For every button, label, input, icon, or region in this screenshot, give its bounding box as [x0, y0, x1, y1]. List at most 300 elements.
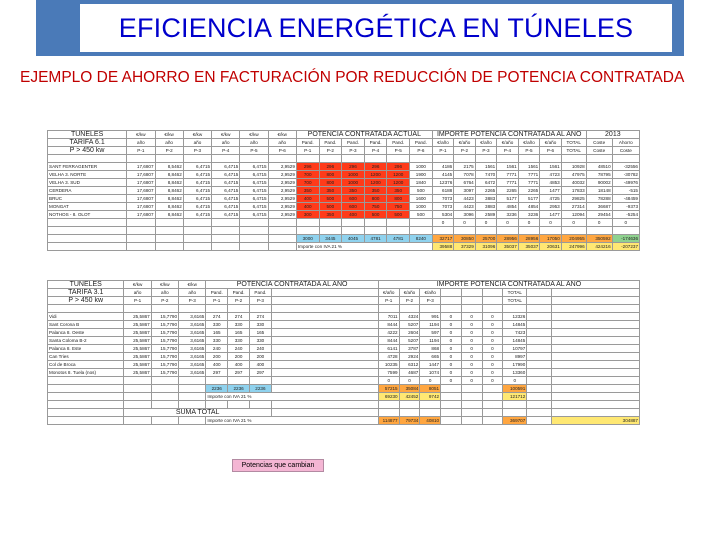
power-cell: 750: [364, 203, 387, 211]
power-cell: 350: [342, 187, 365, 195]
tunnel-name: BRUC: [48, 195, 127, 203]
header-cell: Pand.: [319, 139, 342, 147]
header-cell: P-4: [212, 147, 240, 155]
power-cell: 500: [410, 211, 433, 219]
price-cell: 8,8462: [155, 195, 183, 203]
header-cell: P-1: [206, 297, 228, 305]
power-cell: 1000: [342, 179, 365, 187]
cell: [155, 155, 183, 163]
price-cell: 3,6165: [179, 329, 206, 337]
price-cell: 6,4715: [240, 179, 268, 187]
cell: [475, 155, 497, 163]
cell: [271, 345, 378, 353]
sum-power-cell: 8240: [410, 235, 433, 243]
sum-total-cell: 100591: [503, 385, 527, 393]
table-row: [48, 187, 640, 195]
power-cell: 500: [319, 195, 342, 203]
price-cell: 8,5462: [155, 163, 183, 171]
sum-cost-cell: 32717: [432, 235, 454, 243]
cell: [48, 377, 124, 385]
header-cell: TOTAL: [503, 289, 527, 297]
cost-cell: 4725: [540, 195, 562, 203]
cell: [212, 155, 240, 163]
cell: [364, 227, 387, 235]
header-cell: Pand.: [228, 289, 250, 297]
power-cell: 600: [342, 195, 365, 203]
cost-cell: 3096: [454, 211, 476, 219]
cell: [552, 393, 640, 401]
spreadsheet-image: [47, 130, 640, 486]
ahorro-cell: -515: [612, 187, 639, 195]
cell: [249, 305, 271, 313]
cell: [151, 401, 178, 409]
cost-cell: 1477: [540, 211, 562, 219]
header-cell: TARIFA 3.1: [48, 289, 124, 297]
cost-cell: 7011: [378, 313, 399, 321]
zero-cell: 0: [441, 361, 462, 369]
tunnel-name: SANT FERRAGENTER: [48, 163, 127, 171]
power-cell: 1200: [364, 171, 387, 179]
sum-power-cell: 3445: [319, 235, 342, 243]
spacer-row: [48, 155, 640, 163]
cell: [461, 297, 482, 305]
cost-cell: 1561: [518, 163, 540, 171]
power-cell: 700: [296, 179, 319, 187]
power-cell: 800: [387, 195, 410, 203]
cell: [552, 305, 640, 313]
power-cell: 400: [296, 195, 319, 203]
suma-iva-row: [48, 417, 640, 425]
cell: [183, 219, 211, 227]
cell: [319, 155, 342, 163]
power-cell: 1200: [387, 179, 410, 187]
total-cell: 14845: [503, 321, 527, 329]
total-cell: 27314: [561, 203, 586, 211]
power-cell: 1600: [410, 195, 433, 203]
cell: [271, 297, 378, 305]
zero-cell: 0: [586, 219, 612, 227]
coste-cell: 29454: [586, 211, 612, 219]
suma-row: [48, 409, 640, 417]
cell: [271, 369, 378, 377]
zero-cell: 0: [461, 345, 482, 353]
cost-cell: 597: [420, 329, 441, 337]
power-cell: 240: [206, 345, 228, 353]
cell: [552, 321, 640, 329]
cell: [48, 401, 124, 409]
price-cell: 15,7790: [151, 337, 178, 345]
cell: [552, 337, 640, 345]
price-cell: 8,8462: [155, 211, 183, 219]
cell: [271, 289, 378, 297]
cell: [399, 409, 420, 417]
sum-cost-cell: 30850: [454, 235, 476, 243]
header-cell: P-2: [399, 297, 420, 305]
cost-cell: 4854: [497, 203, 519, 211]
cell: [268, 243, 296, 251]
price-cell: 17,6807: [127, 163, 155, 171]
header-cell: año: [155, 139, 183, 147]
header-cell: Coste: [586, 139, 612, 147]
header-cell: P-2: [151, 297, 178, 305]
cell: [586, 155, 612, 163]
cell: [552, 409, 640, 417]
cost-cell: 4723: [540, 171, 562, 179]
cost-cell: 8444: [378, 321, 399, 329]
price-cell: 6,4715: [212, 163, 240, 171]
zero-cell: 0: [441, 369, 462, 377]
iva-cost-cell: 35037: [497, 243, 519, 251]
price-cell: 17,6807: [127, 211, 155, 219]
cell: [268, 235, 296, 243]
price-cell: 17,6807: [127, 171, 155, 179]
price-cell: 6,4715: [183, 195, 211, 203]
table-row: [48, 313, 640, 321]
cell: [410, 219, 433, 227]
header-cell: €/año: [497, 139, 519, 147]
zero-cell: 0: [461, 353, 482, 361]
cell: [124, 393, 151, 401]
header-cell: P-1: [124, 297, 151, 305]
header-cell: €/año: [432, 139, 454, 147]
header-cell: P-4: [364, 147, 387, 155]
header-cell: P-3: [342, 147, 365, 155]
price-cell: 6,4715: [240, 203, 268, 211]
cell: [319, 219, 342, 227]
cost-cell: 6188: [432, 187, 454, 195]
header-cell: Coste: [612, 147, 639, 155]
header-cell: P-2: [155, 147, 183, 155]
table-row: [48, 361, 640, 369]
header-cell: €/kw: [183, 131, 211, 139]
cell: [527, 305, 552, 313]
suma-total-label: SUMA TOTAL: [124, 409, 271, 417]
header-cell: año: [268, 139, 296, 147]
price-cell: 6,4715: [212, 187, 240, 195]
zero-cell: 0: [432, 219, 454, 227]
iva-row: [48, 243, 640, 251]
cell: [527, 401, 552, 409]
cell: [482, 385, 503, 393]
zero-cell: 0: [461, 369, 482, 377]
cost-cell: 1477: [540, 187, 562, 195]
header-cell: P-6: [540, 147, 562, 155]
power-cell: 800: [319, 179, 342, 187]
power-cell: 1900: [410, 171, 433, 179]
cell: [364, 219, 387, 227]
price-cell: 15,7790: [151, 353, 178, 361]
zero-cell: 0: [441, 337, 462, 345]
zero-cell: 0: [420, 377, 441, 385]
header-cell: TOTAL: [561, 147, 586, 155]
cell: [48, 409, 124, 417]
header-cell: P-2: [319, 147, 342, 155]
cost-cell: 3097: [454, 187, 476, 195]
cell: [179, 385, 206, 393]
power-cell: 350: [319, 211, 342, 219]
table-row: [48, 171, 640, 179]
iva-label: Importe con IVA 21 %: [206, 393, 379, 401]
power-cell: 200: [249, 353, 271, 361]
price-cell: 2,9529: [268, 163, 296, 171]
cell: [342, 227, 365, 235]
cost-cell: 4728: [378, 353, 399, 361]
sum-power-cell: 4781: [364, 235, 387, 243]
total-cell: 40032: [561, 179, 586, 187]
cost-cell: 1194: [420, 321, 441, 329]
cost-cell: 2175: [454, 163, 476, 171]
iva-cost-cell: 39588: [432, 243, 454, 251]
zero-row: [48, 377, 640, 385]
header-cell: Pand.: [387, 139, 410, 147]
cell: [410, 227, 433, 235]
power-cell: 500: [319, 203, 342, 211]
cell: [124, 305, 151, 313]
cost-cell: 12376: [432, 179, 454, 187]
cell: [441, 401, 462, 409]
cost-cell: 3236: [518, 211, 540, 219]
power-cell: 1000: [410, 203, 433, 211]
suma-total-cell: 369707: [503, 417, 527, 425]
sum-total-cell: 204955: [561, 235, 586, 243]
cell: [552, 345, 640, 353]
cell: [240, 243, 268, 251]
cost-cell: 1074: [420, 369, 441, 377]
cost-cell: 5304: [432, 211, 454, 219]
cell: [527, 377, 552, 385]
price-cell: 8,8462: [155, 187, 183, 195]
power-cell: 300: [296, 211, 319, 219]
tunnel-name: Monotos 8. Tuela (nos): [48, 369, 124, 377]
cell: [151, 385, 178, 393]
header-cell: año: [151, 289, 178, 297]
cell: [482, 305, 503, 313]
header-row: [48, 297, 640, 305]
power-cell: 400: [342, 211, 365, 219]
coste-cell: 78795: [586, 171, 612, 179]
cell: [249, 377, 271, 385]
cell: [552, 289, 640, 297]
cell: [212, 227, 240, 235]
cell: [155, 227, 183, 235]
table-row: [48, 321, 640, 329]
cell: [206, 305, 228, 313]
price-cell: 25,5867: [124, 369, 151, 377]
cell: [552, 385, 640, 393]
header-cell: Pand.: [342, 139, 365, 147]
cell: [441, 409, 462, 417]
zero-cell: 0: [482, 345, 503, 353]
power-cell: 800: [319, 171, 342, 179]
ahorro-cell: -49976: [612, 179, 639, 187]
power-cell: 700: [296, 171, 319, 179]
price-cell: 6,4715: [240, 163, 268, 171]
cell: [271, 361, 378, 369]
cost-cell: 7771: [518, 179, 540, 187]
iva-label: Importe con IVA 21 %: [296, 243, 432, 251]
cost-cell: 6764: [454, 179, 476, 187]
total-cell: 12094: [561, 211, 586, 219]
title-box: [80, 4, 672, 52]
table-row: [48, 329, 640, 337]
header-row: [48, 139, 640, 147]
table-row: [48, 345, 640, 353]
zero-cell: 0: [482, 377, 503, 385]
cell: [441, 393, 462, 401]
cell: [48, 235, 127, 243]
cell: [212, 243, 240, 251]
header-row: [48, 147, 640, 155]
header-cell: P-3: [183, 147, 211, 155]
total-cell: 17990: [503, 361, 527, 369]
price-cell: 6,4715: [240, 187, 268, 195]
cost-cell: 3883: [475, 203, 497, 211]
cell: [387, 155, 410, 163]
cell: [461, 289, 482, 297]
cost-cell: 2265: [497, 187, 519, 195]
price-cell: 2,9529: [268, 203, 296, 211]
cell: [612, 227, 639, 235]
header-cell: P > 450 kw: [48, 147, 127, 155]
cell: [151, 305, 178, 313]
cost-cell: 7073: [432, 195, 454, 203]
coste-cell: 18148: [586, 187, 612, 195]
cost-cell: 4145: [432, 171, 454, 179]
power-cell: 400: [228, 361, 250, 369]
tunnel-name: Palanca 8. Este: [48, 345, 124, 353]
cell: [552, 369, 640, 377]
cell: [342, 155, 365, 163]
iva-cost-cell: 9742: [420, 393, 441, 401]
table-row: [48, 203, 640, 211]
cell: [240, 235, 268, 243]
zero-cell: 0: [503, 377, 527, 385]
cell: [212, 219, 240, 227]
cell: [206, 377, 228, 385]
price-cell: 6,4715: [240, 171, 268, 179]
zero-cell: 0: [612, 219, 639, 227]
cell: [552, 313, 640, 321]
header-cell: P-2: [454, 147, 476, 155]
price-cell: 3,6165: [179, 313, 206, 321]
cell: [240, 155, 268, 163]
cell: [179, 417, 206, 425]
price-cell: 6,4715: [212, 195, 240, 203]
price-cell: 2,9529: [268, 195, 296, 203]
cell: [527, 329, 552, 337]
zero-cell: 0: [441, 329, 462, 337]
cell: [296, 155, 319, 163]
price-cell: 25,5867: [124, 313, 151, 321]
cell: [127, 219, 155, 227]
header-cell: €/año: [540, 139, 562, 147]
cell: [612, 155, 639, 163]
cell: [482, 401, 503, 409]
cell: [552, 401, 640, 409]
cell: [364, 155, 387, 163]
power-cell: 1840: [410, 179, 433, 187]
sum-power-cell: 2236: [249, 385, 271, 393]
power-cell: 296: [387, 163, 410, 171]
tunnel-name: Sant Corona B: [48, 321, 124, 329]
header-cell: €/año: [475, 139, 497, 147]
power-cell: 330: [228, 337, 250, 345]
price-cell: 15,7790: [151, 369, 178, 377]
tunnel-name: Vidi: [48, 313, 124, 321]
cost-cell: 868: [420, 345, 441, 353]
total-cell: 17833: [561, 187, 586, 195]
price-cell: 15,7790: [151, 321, 178, 329]
price-cell: 6,4715: [212, 211, 240, 219]
price-cell: 2,9529: [268, 187, 296, 195]
cell: [527, 409, 552, 417]
cell: [127, 235, 155, 243]
cost-cell: 2924: [399, 353, 420, 361]
cost-cell: 7771: [518, 171, 540, 179]
cost-cell: 3787: [399, 345, 420, 353]
page-title: EFICIENCIA ENERGÉTICA EN TÚNELES: [118, 12, 634, 43]
sum-coste-cell: 350592: [586, 235, 612, 243]
cell: [183, 243, 211, 251]
price-cell: 25,5867: [124, 337, 151, 345]
zero-cell: 0: [454, 219, 476, 227]
tariff-61-table: [47, 130, 640, 251]
header-cell: TOTAL: [561, 139, 586, 147]
coste-cell: 78288: [586, 195, 612, 203]
ahorro-cell: -9373: [612, 203, 639, 211]
power-cell: 165: [206, 329, 228, 337]
zero-cell: 0: [441, 321, 462, 329]
cost-cell: 2589: [475, 211, 497, 219]
cost-cell: 7599: [378, 369, 399, 377]
cost-cell: 1194: [420, 337, 441, 345]
table-row: [48, 369, 640, 377]
header-cell: P-2: [228, 297, 250, 305]
cell: [268, 227, 296, 235]
cell: [527, 289, 552, 297]
power-cell: 800: [364, 195, 387, 203]
iva-cost-cell: 20631: [540, 243, 562, 251]
cell: [420, 409, 441, 417]
cell: [399, 401, 420, 409]
cell: [410, 155, 433, 163]
cell: [48, 155, 127, 163]
cell: [155, 243, 183, 251]
header-cell: P-1: [296, 147, 319, 155]
cell: [503, 401, 527, 409]
cell: [179, 377, 206, 385]
zero-cell: 0: [540, 219, 562, 227]
cell: [552, 377, 640, 385]
table-row: [48, 353, 640, 361]
power-cell: 400: [296, 203, 319, 211]
header-cell: Pand.: [296, 139, 319, 147]
price-cell: 17,6807: [127, 187, 155, 195]
cell: [441, 297, 462, 305]
price-cell: 25,5867: [124, 329, 151, 337]
sum-cost-cell: 28956: [518, 235, 540, 243]
cell: [183, 227, 211, 235]
header-cell: año: [212, 139, 240, 147]
cost-cell: 4222: [378, 329, 399, 337]
power-cell: 240: [228, 345, 250, 353]
cell: [420, 305, 441, 313]
total-cell: 7423: [503, 329, 527, 337]
sum-cost-cell: 57215: [378, 385, 399, 393]
zero-cell: 0: [482, 361, 503, 369]
cell: [461, 409, 482, 417]
power-cell: 1000: [410, 163, 433, 171]
